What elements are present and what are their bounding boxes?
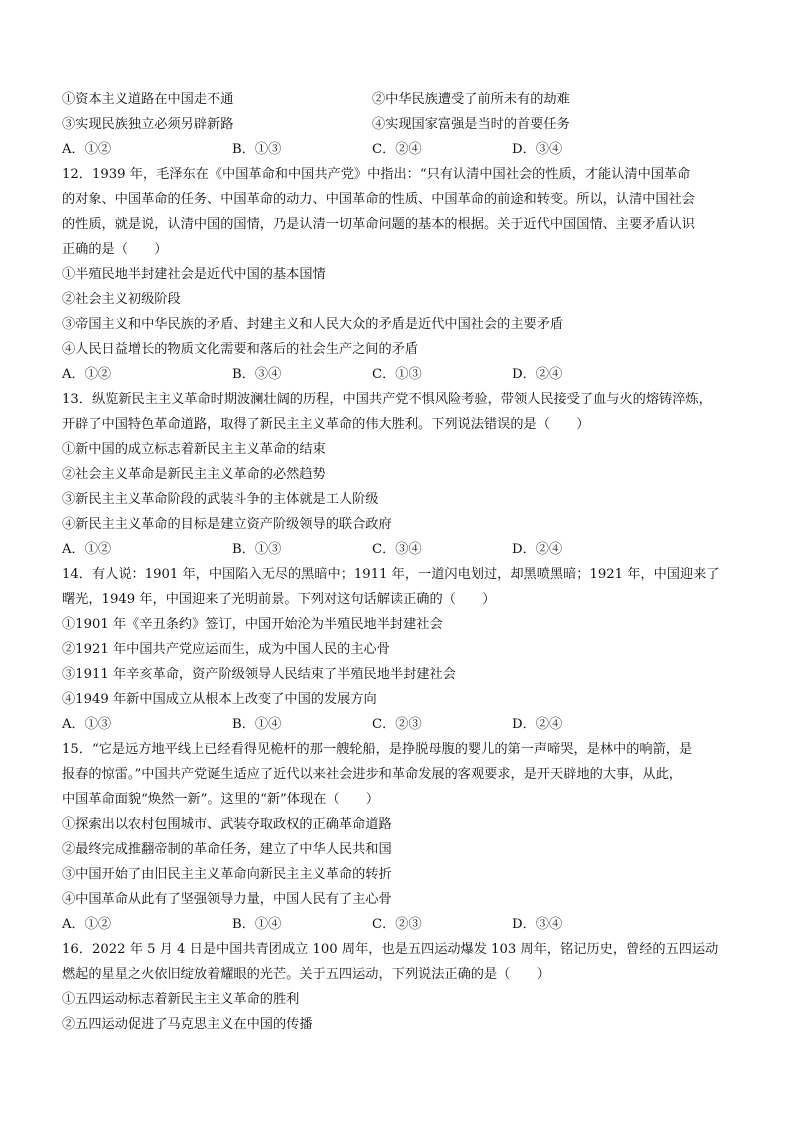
q14-statement: ②1921 年中国共产党应运而生，成为中国人民的主心骨 <box>62 642 390 657</box>
q13-option-c[interactable]: C．③④ <box>372 542 422 557</box>
q14-option-c[interactable]: C．②③ <box>372 717 422 732</box>
q12-stem-line: 正确的是（ ） <box>62 242 168 257</box>
q14-options <box>62 715 742 735</box>
q15-option-d[interactable]: D．③④ <box>512 917 563 932</box>
q16-stem-line: 燃起的星星之火依旧绽放着耀眼的光芒。关于五四运动，下列说法正确的是（ ） <box>62 967 550 982</box>
q12-option-b[interactable]: B．③④ <box>232 367 282 382</box>
q13-statement: ①新中国的成立标志着新民主主义革命的结束 <box>62 442 326 457</box>
q14-statement: ①1901 年《辛丑条约》签订，中国开始沦为半殖民地半封建社会 <box>62 617 443 632</box>
q16-statement: ②五四运动促进了马克思主义在中国的传播 <box>62 1017 313 1032</box>
q15-option-b[interactable]: B．①④ <box>232 917 282 932</box>
q12-stem-line: 的对象、中国革命的任务、中国革命的动力、中国革命的性质、中国革命的前途和转变。所以，认清中国社会 <box>62 192 695 207</box>
q11-option-c[interactable]: C．②④ <box>372 142 422 157</box>
q11-options <box>62 140 742 160</box>
q14-statement: ④1949 年新中国成立从根本上改变了中国的发展方向 <box>62 692 377 707</box>
q14-option-d[interactable]: D．②④ <box>512 717 563 732</box>
q11-statement-1: ①资本主义道路在中国走不通 <box>62 92 234 107</box>
q12-stem-line: 12．1939 年，毛泽东在《中国革命和中国共产党》中指出：“只有认清中国社会的性质，才能认清中国革命 <box>62 167 691 182</box>
q12-statement: ③帝国主义和中华民族的矛盾、封建主义和人民大众的矛盾是近代中国社会的主要矛盾 <box>62 317 564 332</box>
q12-options <box>62 365 742 385</box>
q15-statement: ③中国开始了由旧民主主义革命向新民主主义革命的转折 <box>62 867 392 882</box>
q13-option-b[interactable]: B．①③ <box>232 542 282 557</box>
q11-statement-3: ③实现民族独立必须另辟新路 <box>62 117 234 132</box>
q13-statement: ②社会主义革命是新民主主义革命的必然趋势 <box>62 467 326 482</box>
q13-option-d[interactable]: D．②④ <box>512 542 563 557</box>
q15-stem-line: 中国革命面貌“焕然一新”。这里的“新”体现在（ ） <box>62 792 380 807</box>
q13-stem-line: 13．纵览新民主主义革命时期波澜壮阔的历程，中国共产党不惧风险考验，带领人民接受了血与火的熔铸淬炼， <box>62 392 712 407</box>
q14-option-a[interactable]: A．①③ <box>62 717 112 732</box>
q11-option-d[interactable]: D．③④ <box>512 142 563 157</box>
q14-stem-line: 14．有人说：1901 年，中国陷入无尽的黑暗中；1911 年，一道闪电划过，却黑喷黑暗；1921 年，中国迎来了 <box>62 567 720 582</box>
q11-statement-2: ②中华民族遭受了前所未有的劫难 <box>372 92 570 107</box>
q14-stem-line: 曙光，1949 年，中国迎来了光明前景。下列对这句话解读正确的（ ） <box>62 592 496 607</box>
q13-stem-line: 开辟了中国特色革命道路，取得了新民主主义革命的伟大胜利。下列说法错误的是（ ） <box>62 417 590 432</box>
q15-stem-line: 15．“它是远方地平线上已经看得见桅杆的那一艘轮船，是挣脱母腹的婴儿的第一声啼哭，是林中的响箭，是 <box>62 742 693 757</box>
q16-statement: ①五四运动标志着新民主主义革命的胜利 <box>62 992 300 1007</box>
q13-statement: ③新民主主义革命阶段的武装斗争的主体就是工人阶级 <box>62 492 379 507</box>
q13-options <box>62 540 742 560</box>
q11-statement-4: ④实现国家富强是当时的首要任务 <box>372 117 570 132</box>
q11-option-a[interactable]: A．①② <box>62 142 112 157</box>
q15-options <box>62 915 742 935</box>
q15-statement: ④中国革命从此有了坚强领导力量，中国人民有了主心骨 <box>62 892 392 907</box>
q13-option-a[interactable]: A．①② <box>62 542 112 557</box>
q11-option-b[interactable]: B．①③ <box>232 142 282 157</box>
q15-stem-line: 报春的惊雷。”中国共产党诞生适应了近代以来社会进步和革命发展的客观要求，是开天辟地的大事，从此， <box>62 767 682 782</box>
q12-statement: ①半殖民地半封建社会是近代中国的基本国情 <box>62 267 326 282</box>
q12-stem-line: 的性质，就是说，认清中国的国情，乃是认清一切革命问题的基本的根据。关于近代中国国情、主要矛盾认识 <box>62 217 695 232</box>
q15-option-c[interactable]: C．②③ <box>372 917 422 932</box>
q15-statement: ②最终完成推翻帝制的革命任务，建立了中华人民共和国 <box>62 842 392 857</box>
q12-statement: ④人民日益增长的物质文化需要和落后的社会生产之间的矛盾 <box>62 342 419 357</box>
q13-statement: ④新民主主义革命的目标是建立资产阶级领导的联合政府 <box>62 517 392 532</box>
q14-statement: ③1911 年辛亥革命，资产阶级领导人民结束了半殖民地半封建社会 <box>62 667 456 682</box>
q12-statement: ②社会主义初级阶段 <box>62 292 181 307</box>
q12-option-a[interactable]: A．①② <box>62 367 112 382</box>
q15-option-a[interactable]: A．①② <box>62 917 112 932</box>
q14-option-b[interactable]: B．①④ <box>232 717 282 732</box>
q12-option-d[interactable]: D．②④ <box>512 367 563 382</box>
q16-stem-line: 16．2022 年 5 月 4 日是中国共青团成立 100 周年，也是五四运动爆发 103 周年，铭记历史，曾经的五四运动 <box>62 942 719 957</box>
q15-statement: ①探索出以农村包围城市、武装夺取政权的正确革命道路 <box>62 817 392 832</box>
q12-option-c[interactable]: C．①③ <box>372 367 422 382</box>
